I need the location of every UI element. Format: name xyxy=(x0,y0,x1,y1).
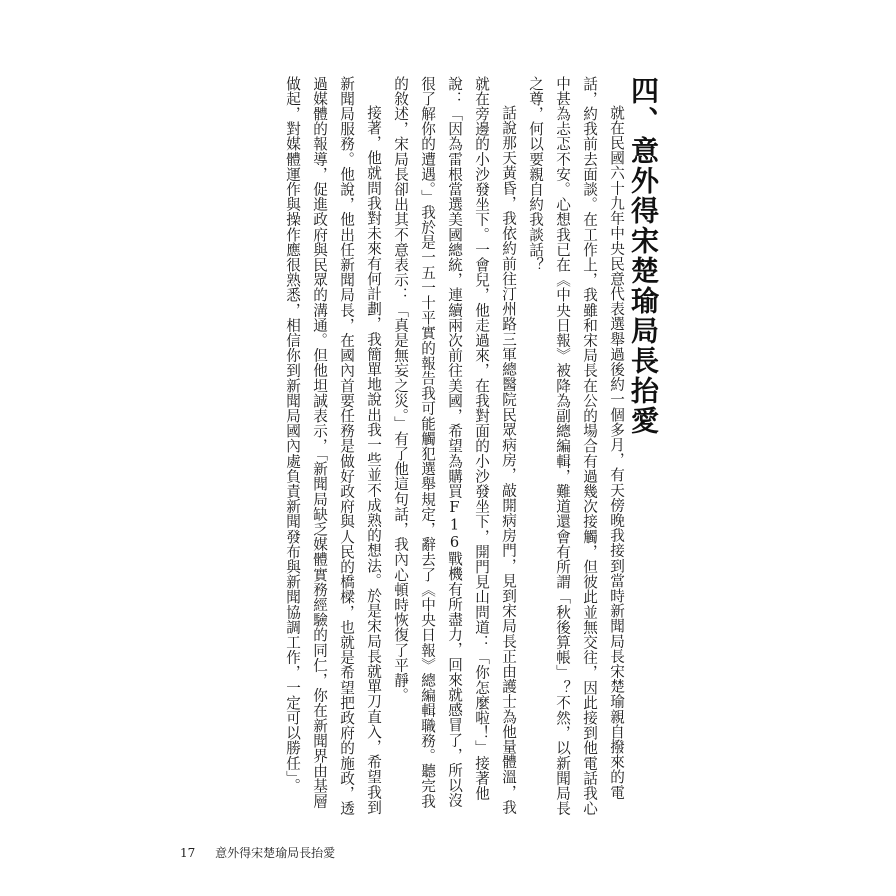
chapter-title-text: 意外得宋楚瑜局長抬愛 xyxy=(627,136,660,436)
paragraph-1: 就在民國六十九年中央民意代表選舉過後約一個多月，有天傍晚我接到當時新聞局長宋楚瑜親自撥來的電話，約我前去面談。在工作上，我雖和宋局長在公的場合有過幾次接觸，但彼此並無交往，因此接到他電話我心中甚為忐忑不安。心想我已在《中央日報》被降為副總編輯，難道還會有所謂「秋後算帳」？不然，以新聞局長之尊，何以要親自約我談話？ xyxy=(527,76,625,816)
running-title: 意外得宋楚瑜局長抬愛 xyxy=(215,846,336,860)
chapter-number: 四、 xyxy=(627,76,660,136)
page-footer xyxy=(180,844,335,861)
body-text xyxy=(279,76,630,816)
chapter-title xyxy=(626,76,660,436)
page-number: 17 xyxy=(180,846,196,860)
paragraph-3: 接著，他就問我對未來有何計劃，我簡單地說出我一些並不成熟的想法。於是宋局長就單刀直入，希望我到新聞局服務。他說，他出任新聞局長，在國內首要任務是做好政府與人民的橋樑，也就是希望把政府的施政，透過媒體的報導，促進政府與民眾的溝通。但他坦誠表示，「新聞局缺乏媒體實務經驗的同仁，你在新聞界由基層做起，對媒體運作與操作應很熟悉，相信你到新聞局國內處負責新聞發布與新聞協調工作，一定可以勝任」。 xyxy=(284,76,382,816)
paragraph-2: 話說那天黃昏，我依約前往汀州路三軍總醫院民眾病房，敲開病房門，見到宋局長正由護士為他量體溫，我就在旁邊的小沙發坐下。一會兒，他走過來，在我對面的小沙發坐下，開門見山問道：「你怎麼啦！」接著他說：「因為雷根當選美國總統，連續兩次前往美國，希望為購買F16戰機有所盡力，回來就感冒了，所以沒很了解你的遭遇。」我於是一五一十平實的報告我可能觸犯選舉規定，辭去了《中央日報》總編輯職務。聽完我的敘述，宋局長卻出其不意表示：「真是無妄之災。」有了他這句話，我內心頓時恢復了平靜。 xyxy=(392,76,517,815)
